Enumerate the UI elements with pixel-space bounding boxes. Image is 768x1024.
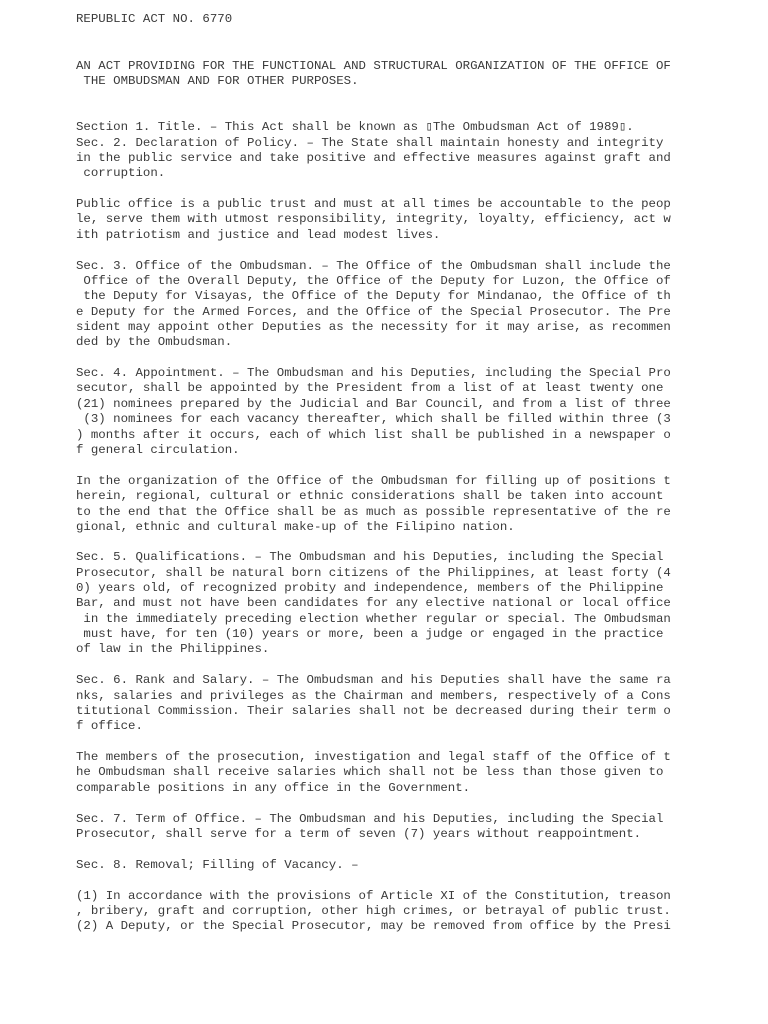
section-8-heading: Sec. 8. Removal; Filling of Vacancy. – bbox=[76, 858, 359, 872]
paragraph-line: he Ombudsman shall receive salaries which shall not be less than those given to bbox=[76, 765, 664, 779]
section-3-line: sident may appoint other Deputies as the necessity for it may arise, as recommen bbox=[76, 320, 671, 334]
act-title-line: AN ACT PROVIDING FOR THE FUNCTIONAL AND STRUCTURAL ORGANIZATION OF THE OFFICE OF bbox=[76, 59, 671, 73]
section-4-line: ) months after it occurs, each of which list shall be published in a newspaper o bbox=[76, 428, 671, 442]
section-7-line: Sec. 7. Term of Office. – The Ombudsman and his Deputies, including the Special bbox=[76, 812, 664, 826]
paragraph-line: herein, regional, cultural or ethnic considerations shall be taken into account bbox=[76, 489, 664, 503]
section-8-line: , bribery, graft and corruption, other high crimes, or betrayal of public trust. bbox=[76, 904, 671, 918]
section-6-line: nks, salaries and privileges as the Chairman and members, respectively of a Cons bbox=[76, 689, 671, 703]
act-number: REPUBLIC ACT NO. 6770 bbox=[76, 12, 233, 26]
section-3-line: ded by the Ombudsman. bbox=[76, 335, 233, 349]
section-5-line: 0) years old, of recognized probity and independence, members of the Philippine bbox=[76, 581, 664, 595]
section-5-line: must have, for ten (10) years or more, been a judge or engaged in the practice bbox=[76, 627, 664, 641]
section-2-line: corruption. bbox=[76, 166, 166, 180]
section-3-line: the Deputy for Visayas, the Office of the Deputy for Mindanao, the Office of th bbox=[76, 289, 671, 303]
section-5-line: Sec. 5. Qualifications. – The Ombudsman and his Deputies, including the Special bbox=[76, 550, 664, 564]
act-title-line: THE OMBUDSMAN AND FOR OTHER PURPOSES. bbox=[76, 74, 359, 88]
section-4-line: secutor, shall be appointed by the President from a list of at least twenty one bbox=[76, 381, 664, 395]
section-4-line: Sec. 4. Appointment. – The Ombudsman and his Deputies, including the Special Pro bbox=[76, 366, 671, 380]
section-7-line: Prosecutor, shall serve for a term of seven (7) years without reappointment. bbox=[76, 827, 642, 841]
section-5-line: in the immediately preceding election whether regular or special. The Ombudsman bbox=[76, 612, 671, 626]
paragraph-line: le, serve them with utmost responsibility, integrity, loyalty, efficiency, act w bbox=[76, 212, 671, 226]
section-8-line: (2) A Deputy, or the Special Prosecutor, may be removed from office by the Presi bbox=[76, 919, 671, 933]
section-6-line: titutional Commission. Their salaries shall not be decreased during their term o bbox=[76, 704, 671, 718]
section-1-line: Section 1. Title. – This Act shall be known as ▯The Ombudsman Act of 1989▯. bbox=[76, 120, 634, 134]
paragraph-line: Public office is a public trust and must at all times be accountable to the peop bbox=[76, 197, 671, 211]
section-3-line: Office of the Overall Deputy, the Office of the Deputy for Luzon, the Office of bbox=[76, 274, 671, 288]
section-3-line: Sec. 3. Office of the Ombudsman. – The Office of the Ombudsman shall include the bbox=[76, 259, 671, 273]
section-5-line: Bar, and must not have been candidates for any elective national or local office bbox=[76, 596, 671, 610]
section-5-line: of law in the Philippines. bbox=[76, 642, 270, 656]
paragraph-line: The members of the prosecution, investigation and legal staff of the Office of t bbox=[76, 750, 671, 764]
section-2-line: Sec. 2. Declaration of Policy. – The State shall maintain honesty and integrity bbox=[76, 136, 664, 150]
section-2-line: in the public service and take positive and effective measures against graft and bbox=[76, 151, 671, 165]
section-4-line: f general circulation. bbox=[76, 443, 240, 457]
paragraph-line: gional, ethnic and cultural make-up of the Filipino nation. bbox=[76, 520, 515, 534]
section-4-line: (3) nominees for each vacancy thereafter, which shall be filled within three (3 bbox=[76, 412, 671, 426]
section-4-line: (21) nominees prepared by the Judicial and Bar Council, and from a list of three bbox=[76, 397, 671, 411]
section-8-line: (1) In accordance with the provisions of Article XI of the Constitution, treason bbox=[76, 889, 671, 903]
paragraph-line: comparable positions in any office in the Government. bbox=[76, 781, 471, 795]
paragraph-line: to the end that the Office shall be as much as possible representative of the re bbox=[76, 505, 671, 519]
section-6-line: f office. bbox=[76, 719, 143, 733]
paragraph-line: In the organization of the Office of the Ombudsman for filling up of positions t bbox=[76, 474, 671, 488]
section-5-line: Prosecutor, shall be natural born citizens of the Philippines, at least forty (4 bbox=[76, 566, 671, 580]
paragraph-line: ith patriotism and justice and lead modest lives. bbox=[76, 228, 441, 242]
section-3-line: e Deputy for the Armed Forces, and the Office of the Special Prosecutor. The Pre bbox=[76, 305, 671, 319]
section-6-line: Sec. 6. Rank and Salary. – The Ombudsman and his Deputies shall have the same ra bbox=[76, 673, 671, 687]
